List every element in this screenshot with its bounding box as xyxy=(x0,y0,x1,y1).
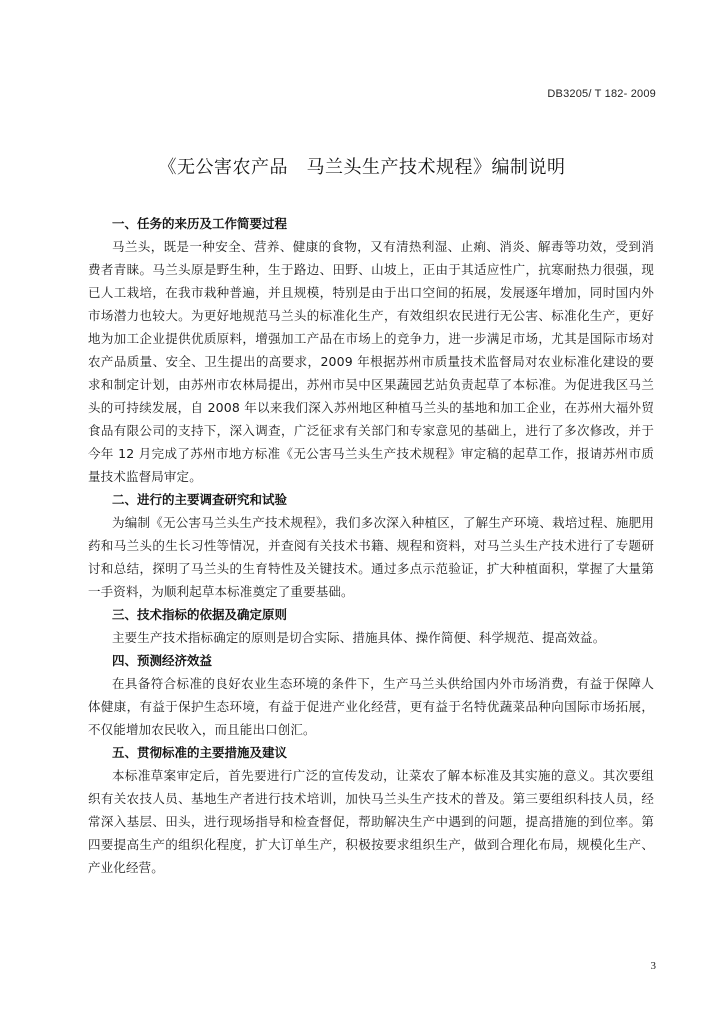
section-heading: 五、贯彻标准的主要措施及建议 xyxy=(112,745,288,760)
section-heading: 三、技术指标的依据及确定原则 xyxy=(112,607,288,622)
section-technical-basis xyxy=(88,603,654,649)
document-title: 《无公害农产品 马兰头生产技术规程》编制说明 xyxy=(158,157,566,178)
section-paragraph: 主要生产技术指标确定的原则是切合实际、措施具体、操作简便、科学规范、提高效益。 xyxy=(112,630,606,645)
section-heading: 四、预测经济效益 xyxy=(112,653,213,668)
section-heading: 一、任务的来历及工作简要过程 xyxy=(112,216,288,231)
page-number: 3 xyxy=(650,960,656,972)
section-paragraph: 为编制《无公害马兰头生产技术规程》，我们多次深入种植区，了解生产环境、栽培过程、施肥用药和马兰头的生长习性等情况，并查阅有关技术书籍、规程和资料，对马兰头生产技术进行了专题研讨和总结，探明了马兰头的生育特性及关键技术。通过多点示范验证，扩大种植面积，掌握了大量第一手资料，为顺利起草本标准奠定了重要基础。 xyxy=(88,515,654,599)
document-body xyxy=(88,212,654,879)
section-paragraph: 本标准草案审定后，首先要进行广泛的宣传发动，让菜农了解本标准及其实施的意义。其次要组织有关农技人员、基地生产者进行技术培训，加快马兰头生产技术的普及。第三要组织科技人员，经常深入基层、田头，进行现场指导和检查督促，帮助解决生产中遇到的问题，提高措施的到位率。第四要提高生产的组织化程度，扩大订单生产，积极按要求组织生产，做到合理化布局，规模化生产、产业化经营。 xyxy=(88,768,654,875)
section-heading: 二、进行的主要调查研究和试验 xyxy=(112,492,288,507)
section-paragraph: 马兰头，既是一种安全、营养、健康的食物，又有清热利湿、止痢、消炎、解毒等功效，受到消费者青睐。马兰头原是野生种，生于路边、田野、山坡上，正由于其适应性广，抗寒耐热力很强，现已人工栽培，在我市栽种普遍，并且规模，特别是由于出口空间的拓展，发展逐年增加，同时国内外市场潜力也较大。为更好地规范马兰头的标准化生产，有效组织农民进行无公害、标准化生产，更好地为加工企业提供优质原料，增强加工产品在市场上的竞争力，进一步满足市场，尤其是国际市场对农产品质量、安全、卫生提出的高要求，2009 年根据苏州市质量技术监督局对农业标准化建设的要求和制定计划，由苏州市农林局提出，苏州市吴中区果蔬园艺站负责起草了本标准。为促进我区马兰头的可持续发展，自 2008 年以来我们深入苏州地区种植马兰头的基地和加工企业，在苏州大福外贸食品有限公司的支持下，深入调查，广泛征求有关部门和专家意见的基础上，进行了多次修改，并于今年 12 月完成了苏州市地方标准《无公害马兰头生产技术规程》审定稿的起草工作，报请苏州市质量技术监督局审定。 xyxy=(88,239,654,484)
section-implementation xyxy=(88,741,654,879)
standard-number: DB3205/ T 182- 2009 xyxy=(547,88,656,100)
section-task-origin xyxy=(88,212,654,488)
section-paragraph: 在具备符合标准的良好农业生态环境的条件下，生产马兰头供给国内外市场消费，有益于保障人体健康，有益于保护生态环境，有益于促进产业化经营，更有益于名特优蔬菜品种向国际市场拓展，不仅能增加农民收入，而且能出口创汇。 xyxy=(88,676,654,737)
section-economic-benefit xyxy=(88,649,654,741)
section-research xyxy=(88,488,654,603)
